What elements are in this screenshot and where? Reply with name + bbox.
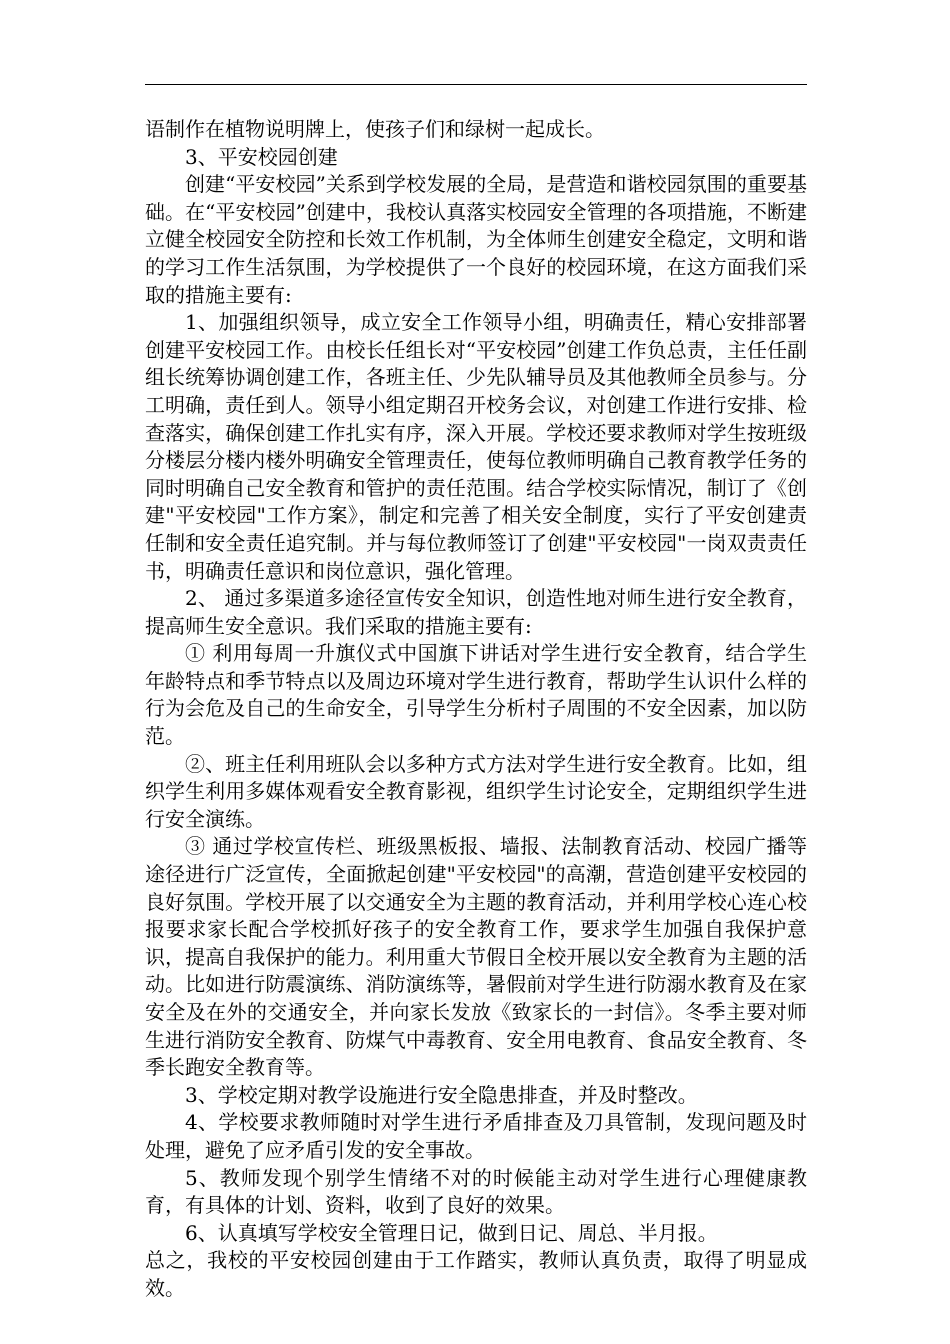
header-rule (145, 84, 807, 85)
paragraph-item-1: ① 利用每周一升旗仪式中国旗下讲话对学生进行安全教育，结合学生年龄特点和季节特点以及周边环境对学生进行教育，帮助学生认识什么样的行为会危及自己的生命安全，引导学生分析村子周围的不安全因素，加以防范。 (145, 641, 807, 749)
paragraph-item-2: ②、班主任利用班队会以多种方式方法对学生进行安全教育。比如，组织学生利用多媒体观看安全教育影视，组织学生讨论安全，定期组织学生进行安全演练。 (145, 751, 807, 831)
paragraph-measure-3: 3、学校定期对教学设施进行安全隐患排查，并及时整改。 (185, 1082, 698, 1107)
paragraph-continuation: 语制作在植物说明牌上，使孩子们和绿树一起成长。 (145, 117, 605, 141)
paragraph-measure-5: 5、教师发现个别学生情绪不对的时候能主动对学生进行心理健康教育，有具体的计划、资料，收到了良好的效果。 (145, 1165, 807, 1218)
section-heading-safe-campus: 3、平安校园创建 (185, 144, 338, 169)
paragraph-measure-6: 6、认真填写学校安全管理日记，做到日记、周总、半月报。 (185, 1220, 718, 1245)
paragraph-conclusion: 总之，我校的平安校园创建由于工作踏实，教师认真负责，取得了明显成效。 (145, 1248, 807, 1300)
paragraph-intro: 创建“平安校园”关系到学校发展的全局，是营造和谐校园氛围的重要基础。在“平安校园”创建中，我校认真落实校园安全管理的各项措施，不断建立健全校园安全防控和长效工作机制，为全体师生创建安全稳定，文明和谐的学习工作生活氛围，为学校提供了一个良好的校园环境，在这方面我们采取的措施主要有: (145, 172, 807, 307)
paragraph-measure-4: 4、学校要求教师随时对学生进行矛盾排查及刀具管制，发现问题及时处理，避免了应矛盾引发的安全事故。 (145, 1110, 807, 1162)
document-body (145, 116, 807, 1303)
paragraph-measure-2: 2、 通过多渠道多途径宣传安全知识，创造性地对师生进行安全教育，提高师生安全意识。我们采取的措施主要有: (145, 586, 807, 638)
paragraph-measure-1: 1、加强组织领导，成立安全工作领导小组，明确责任，精心安排部署创建平安校园工作。由校长任组长对“平安校园”创建工作负总责，主任任副组长统筹协调创建工作，各班主任、少先队辅导员及其他教师全员参与。分工明确，责任到人。领导小组定期召开校务会议，对创建工作进行安排、检查落实，确保创建工作扎实有序，深入开展。学校还要求教师对学生按班级分楼层分楼内楼外明确安全管理责任，使每位教师明确自己教育教学任务的同时明确自己安全教育和管护的责任范围。结合学校实际情况，制订了《创建"平安校园"工作方案》，制定和完善了相关安全制度，实行了平安创建责任制和安全责任追究制。并与每位教师签订了创建"平安校园"一岗双责责任书，明确责任意识和岗位意识，强化管理。 (145, 310, 807, 583)
paragraph-item-3: ③ 通过学校宣传栏、班级黑板报、墙报、法制教育活动、校园广播等途径进行广泛宣传，全面掀起创建"平安校园"的高潮，营造创建平安校园的良好氛围。学校开展了以交通安全为主题的教育活动，并利用学校心连心校报要求家长配合学校抓好孩子的安全教育工作，要求学生加强自我保护意识，提高自我保护的能力。利用重大节假日全校开展以安全教育为主题的活动。比如进行防震演练、消防演练等，暑假前对学生进行防溺水教育及在家安全及在外的交通安全，并向家长发放《致家长的一封信》。冬季主要对师生进行消防安全教育、防煤气中毒教育、安全用电教育、食品安全教育、冬季长跑安全教育等。 (145, 834, 807, 1080)
